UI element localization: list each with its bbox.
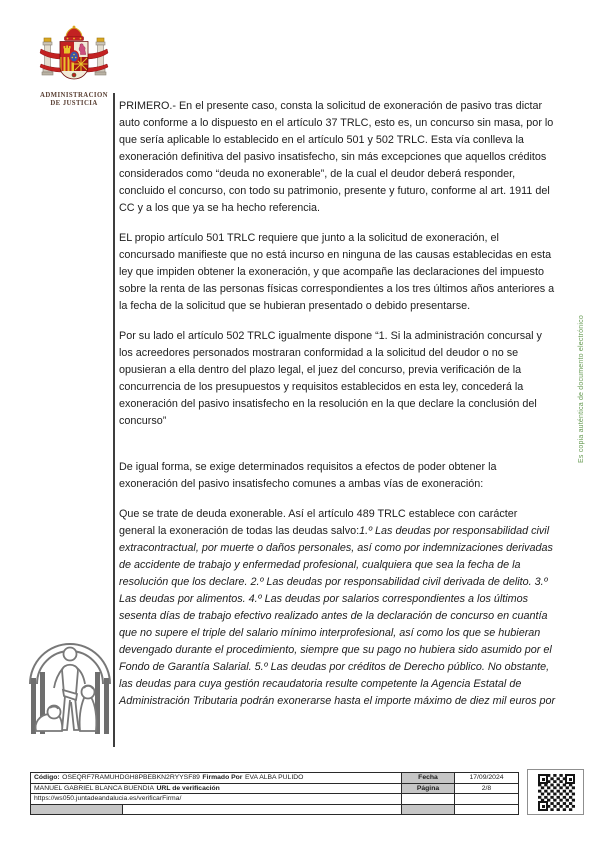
signer2-cell — [31, 784, 402, 795]
empty-cell-r3c3 — [455, 794, 518, 805]
url-verificacion-label: URL de verificación — [156, 784, 220, 792]
qr-code — [538, 774, 575, 811]
empty-gray-cell — [31, 805, 123, 815]
codigo-cell — [31, 773, 402, 784]
paragraph-deuda-regular: Que se trate de deuda exonerable. Así el artículo 489 TRLC establece con carácter general la exoneración de todas las deudas salvo: — [119, 508, 518, 537]
spain-coat-of-arms-icon — [36, 24, 112, 90]
fecha-value-cell: 17/09/2024 — [455, 773, 518, 784]
signature-verification-table — [30, 772, 519, 815]
firmado-por-label: Firmado Por — [202, 774, 243, 782]
paragraph-articulo-501: EL propio artículo 501 TRLC requiere que junto a la solicitud de exoneración, el concursado manifieste que no está incurso en ninguna de las causas establecidas en esta ley que impiden obtener la exoneración, y que acompañe las declaraciones del impuesto sobre la renta de las personas físicas correspondientes a los tres últimos años anteriores a la fecha de la solicitud que se hubieran presentado o debido presentarse. — [119, 232, 555, 312]
pagina-value-cell: 2/8 — [455, 784, 518, 795]
empty-white-cell — [123, 805, 401, 815]
signer-1: EVA ALBA PULIDO — [244, 774, 304, 782]
org-name-line1: ADMINISTRACION — [40, 92, 108, 99]
qr-finder-top-right — [565, 774, 575, 784]
next-block-left-cells — [31, 805, 402, 815]
verification-url-cell: https://ws050.juntadeandalucia.es/verificarFirma/ — [31, 794, 402, 805]
administracion-justicia-header — [30, 24, 118, 107]
paragraph-deuda-cita-italic: 1.º Las deudas por responsabilidad civil extracontractual, por muerte o daños personales, así como por indemnizaciones derivadas de accidente de trabajo y enfermedad profesional, cualquiera que sea la fecha de la resolución que los declare. 2.º Las deudas por responsabilidad civil derivada de delito. 3.º Las deudas por alimentos. 4.º Las deudas por salarios correspondientes a los últimos sesenta días de trabajo efectivo realizado antes de la declaración de concurso en cuantía que no supere el triple del salario mínimo interprofesional, así como los que se hubieran devengado durante el procedimiento, siempre que su pago no hubiera sido asumido por el Fondo de Garantía Salarial. 5.º Las deudas por créditos de Derecho público. No obstante, las deudas para cuya gestión recaudatoria resulte competente la Agencia Estatal de Administración Tributaria podrán exonerarse hasta el importe máximo de diez mil euros por — [119, 525, 556, 707]
qr-code-frame — [527, 769, 584, 815]
signer-2: MANUEL GABRIEL BLANCA BUENDIA — [34, 784, 154, 792]
qr-finder-bottom-left — [538, 801, 548, 811]
codigo-label: Código: — [34, 774, 60, 782]
codigo-value: OSEQRF7RAMUHDGH8PBEBKN2RYYSF89 — [62, 774, 200, 782]
paragraph-deuda-exonerable — [119, 506, 556, 710]
paragraph-primero: PRIMERO.- En el presente caso, consta la solicitud de exoneración de pasivo tras dictar auto conforme a lo dispuesto en el artículo 37 TRLC, esto es, un concurso sin masa, por lo que sería aplicable lo establecido en el artículo 501 y 502 TRLC. Esta vía conlleva la exoneración definitiva del pasivo insatisfecho, sin más excepciones que aquellos créditos considerados como “deuda no exonerable”, de la cual el deudor deberá responder, concluido el concurso, con todo su patrimonio, presente y futuro, conforme al art. 1911 del CC y a los que ya se ha hecho referencia. — [119, 100, 554, 214]
authenticity-vertical-note: Es copia auténtica de documento electrónico — [578, 315, 585, 463]
org-name-line2: DE JUSTICIA — [50, 99, 98, 107]
paragraph-requisitos: De igual forma, se exige determinados requisitos a efectos de poder obtener la exoneración del pasivo insatisfecho comunes a ambas vías de exoneración: — [119, 461, 497, 490]
paragraph-articulo-502: Por su lado el artículo 502 TRLC igualmente dispone “1. Si la administración concursal y los acreedores personados mostraran conformidad a la solicitud del deudor o no se opusieran a ella dentro del plazo legal, el juez del concurso, previa verificación de la concurrencia de los presupuestos y requisitos establecidos en esta ley, concederá la exoneración del pasivo insatisfecho en la resolución en la que declare la conclusión del concurso” — [119, 330, 542, 427]
pagina-label-cell: Página — [402, 784, 455, 795]
fecha-label-cell: Fecha — [402, 773, 455, 784]
document-body — [119, 90, 556, 723]
empty-cell-r3c2 — [402, 794, 455, 805]
qr-finder-top-left — [538, 774, 548, 784]
empty-gray-cell-r4c2 — [402, 805, 455, 815]
empty-cell-r4c3 — [455, 805, 518, 815]
junta-andalucia-emblem-icon — [24, 630, 116, 748]
